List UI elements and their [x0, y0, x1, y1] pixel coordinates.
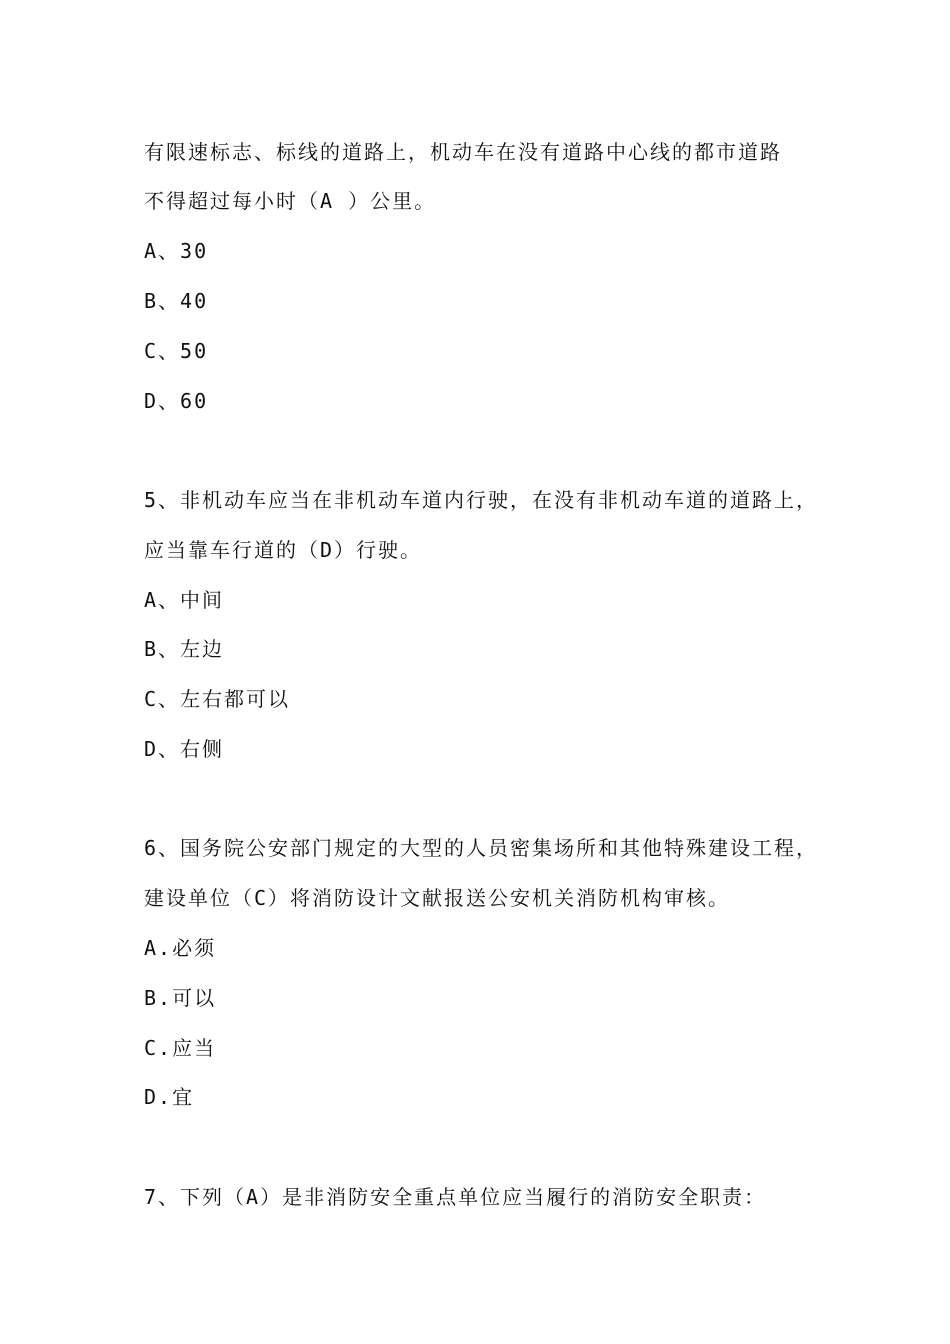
question-4-stem-line-2: 不得超过每小时（A ）公里。 — [144, 189, 437, 213]
question-5-option-a: A、中间 — [144, 588, 225, 612]
question-6-option-b: B.可以 — [144, 986, 217, 1010]
question-4-option-b: B、40 — [144, 289, 209, 313]
question-6-stem-line-2: 建设单位（C）将消防设计文献报送公安机关消防机构审核。 — [144, 886, 731, 910]
question-6-option-a: A.必须 — [144, 936, 217, 960]
question-5-option-b: B、左边 — [144, 637, 225, 661]
question-4-option-c: C、50 — [144, 339, 209, 363]
question-7-stem-line-1: 7、下列（A）是非消防安全重点单位应当履行的消防安全职责： — [144, 1185, 767, 1209]
question-5-stem-line-1: 5、非机动车应当在非机动车道内行驶，在没有非机动车道的道路上， — [144, 488, 819, 512]
question-5-stem-line-2: 应当靠车行道的（D）行驶。 — [144, 538, 423, 562]
question-6-stem-line-1: 6、国务院公安部门规定的大型的人员密集场所和其他特殊建设工程， — [144, 836, 819, 860]
question-6-option-c: C.应当 — [144, 1036, 217, 1060]
question-4-option-a: A、30 — [144, 239, 209, 263]
question-4-option-d: D、60 — [144, 389, 209, 413]
question-5-option-d: D、右侧 — [144, 737, 225, 761]
question-6-option-d: D.宜 — [144, 1085, 195, 1109]
question-5-option-c: C、左右都可以 — [144, 687, 291, 711]
question-4-stem-line-1: 有限速标志、标线的道路上，机动车在没有道路中心线的都市道路 — [144, 140, 782, 164]
